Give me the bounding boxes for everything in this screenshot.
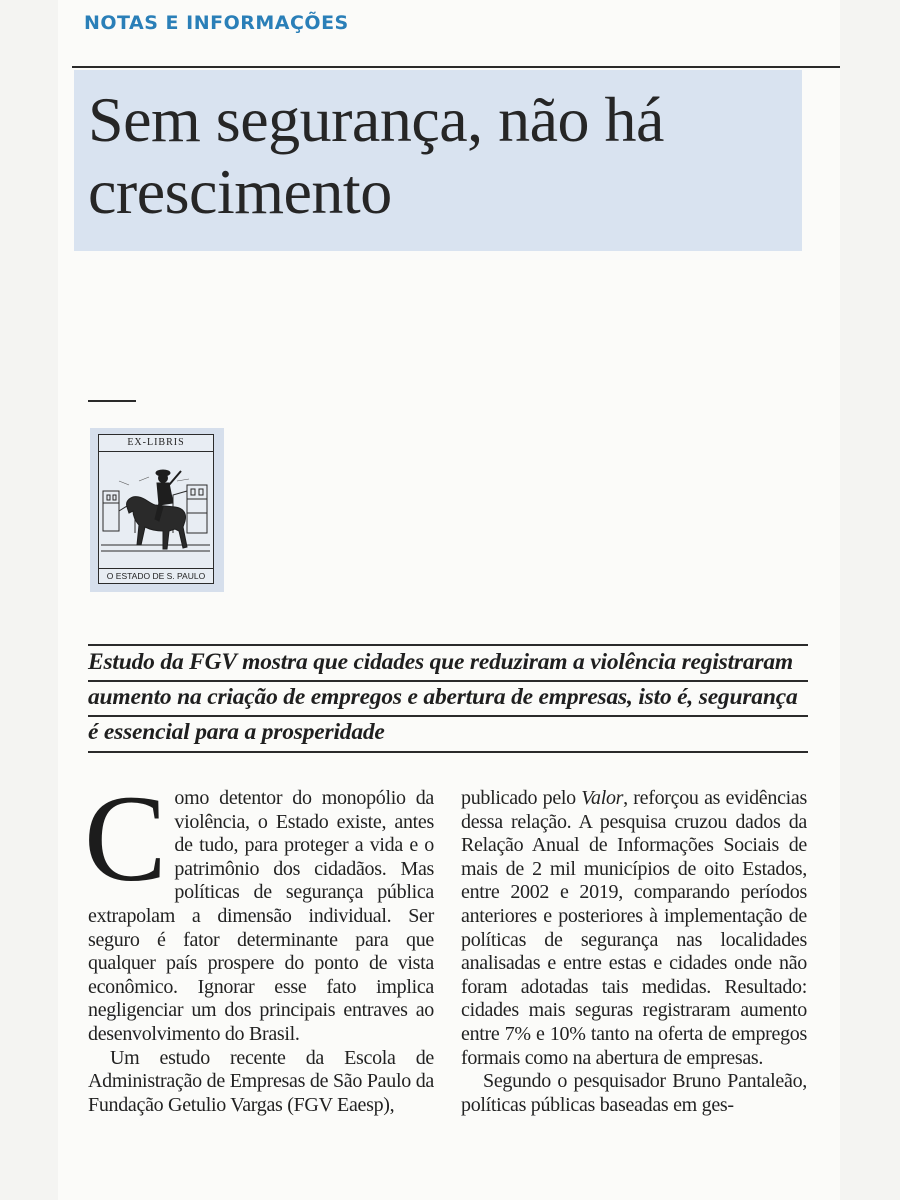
paragraph-text: publicado pelo bbox=[461, 787, 582, 809]
article-paragraph: Segundo o pesquisador Bruno Pantaleão, políticas públicas baseadas em ges- bbox=[461, 1070, 807, 1116]
exlibris-bottom-label: O ESTADO DE S. PAULO bbox=[99, 568, 213, 583]
deck-rule-bottom bbox=[88, 751, 808, 753]
article-paragraph bbox=[84, 770, 434, 1047]
exlibris-frame bbox=[98, 434, 214, 584]
exlibris-stamp bbox=[90, 428, 224, 592]
paragraph-text: omo detentor do monopólio da violência, o Estado existe, antes de tudo, para proteger a vida e o patrimônio dos cidadãos. Mas políticas de segurança pública extrapolam a dimensão individual. Ser seguro é fator determinante para que qualquer país prospere do ponto de vista econômico. Ignorar esse fato implica negligenciar um dos principais entraves ao desenvolvimento do Brasil. bbox=[88, 787, 434, 1045]
article-paragraph bbox=[461, 787, 807, 1070]
publication-name: Valor bbox=[581, 787, 624, 809]
article-paragraph: Um estudo recente da Escola de Administração de Empresas de São Paulo da Fundação Getulio Vargas (FGV Eaesp), bbox=[88, 1046, 434, 1116]
top-rule bbox=[72, 66, 840, 68]
drop-cap: C bbox=[84, 770, 167, 907]
article-column-right bbox=[461, 787, 807, 1117]
exlibris-top-label: EX-LIBRIS bbox=[99, 435, 213, 452]
short-divider bbox=[88, 400, 136, 402]
paragraph-text: , reforçou as evidências dessa relação. A pesquisa cruzou dados da Relação Anual de Informações Sociais de mais de 2 mil municípios de oito Estados, entre 2002 e 2019, comparando períodos anteriores e posteriores à implementação de políticas de segurança nas localidades analisadas e entre estas e cidades onde não foram adotadas tais medidas. Resultado: cidades mais seguras registraram aumento entre 7% e 10% tanto na oferta de empregos formais como na abertura de empresas. bbox=[461, 787, 807, 1069]
newspaper-page bbox=[58, 0, 840, 1200]
article-column-left bbox=[84, 770, 434, 1117]
article-deck: Estudo da FGV mostra que cidades que reduziram a violência registraram aumento na criação de empregos e abertura de empresas, isto é, segurança é essencial para a prosperidade bbox=[88, 649, 798, 745]
section-label: NOTAS E INFORMAÇÕES bbox=[84, 12, 349, 34]
headline: Sem segurança, não há crescimento bbox=[88, 84, 664, 227]
horse-rider-icon bbox=[99, 451, 212, 569]
